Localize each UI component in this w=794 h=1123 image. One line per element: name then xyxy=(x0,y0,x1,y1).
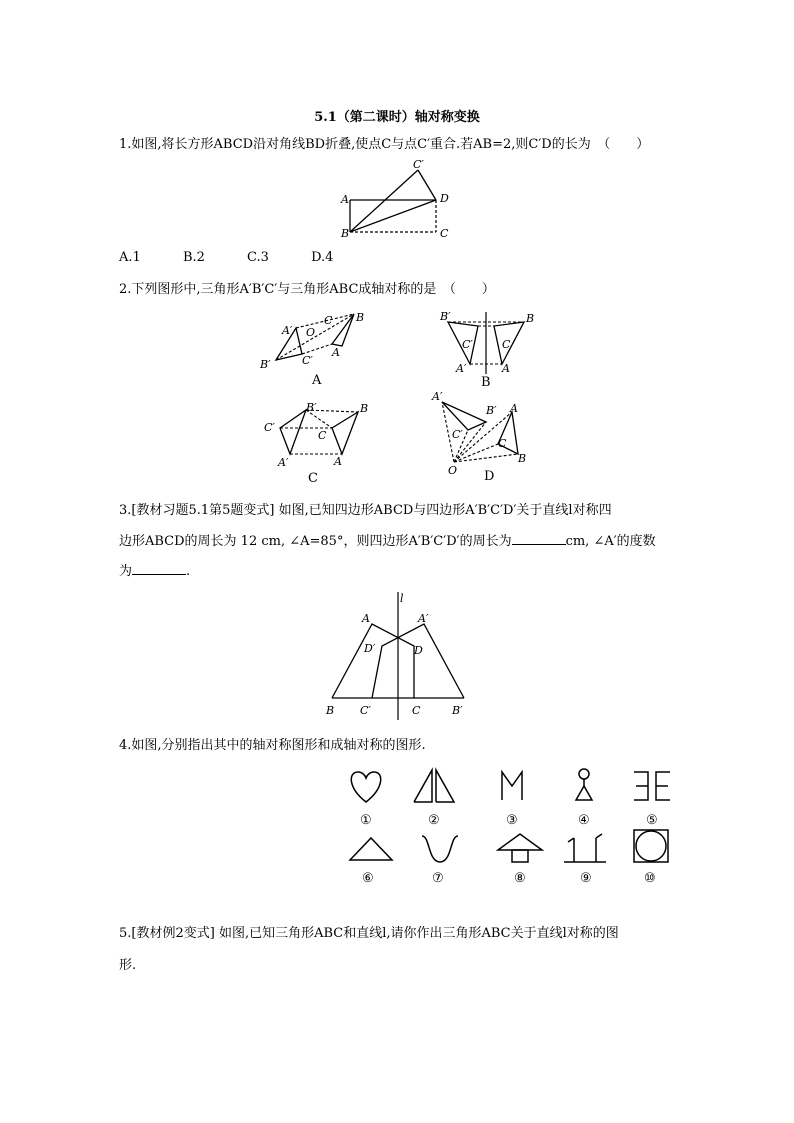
q4-number-3: ③ xyxy=(506,813,518,828)
mirrored-e-icon xyxy=(634,772,670,800)
q2d-label-b-prime: B′ xyxy=(486,404,497,417)
q2c-label-a: A xyxy=(334,455,342,468)
q1-figure xyxy=(336,158,456,242)
q1-choice-d[interactable]: D.4 xyxy=(311,250,334,265)
q2b-label-b-prime: B′ xyxy=(440,310,451,323)
q4-number-2: ② xyxy=(428,813,440,828)
q1-label-c-prime: C′ xyxy=(413,158,424,171)
q4-number-7: ⑦ xyxy=(432,871,444,886)
q2a-label-b: B xyxy=(356,311,365,324)
q2c-label-a-prime: A′ xyxy=(278,456,289,469)
q3-blank-angle[interactable] xyxy=(132,563,186,575)
q1-label-a: A xyxy=(341,193,349,206)
q3-label-b-prime: B′ xyxy=(452,704,463,717)
q2b-label-a-prime: A′ xyxy=(456,362,467,375)
q3-label-a-prime: A′ xyxy=(418,612,429,625)
person-shape-icon xyxy=(576,769,592,800)
q5-line2: 形. xyxy=(119,958,137,973)
q2b-label-a: A xyxy=(502,362,510,375)
q2c-caption: C xyxy=(308,471,318,486)
q2a-caption: A xyxy=(312,373,322,388)
q3-label-d: D xyxy=(414,644,423,657)
page-title: 5.1（第二课时）轴对称变换 xyxy=(314,110,480,125)
q2a-label-c-prime: C′ xyxy=(302,354,313,367)
q1-label-c: C xyxy=(440,227,449,240)
q2a-label-c: C xyxy=(324,314,333,327)
q3-line2 xyxy=(119,533,656,550)
q2d-label-a: A xyxy=(510,402,518,415)
q3-line2-text-a: 边形ABCD的周长为 12 cm, ∠A=85°，则四边形A′B′C′D′的周长为 xyxy=(119,534,512,549)
heart-icon xyxy=(351,772,380,802)
q3-line3-text-b: . xyxy=(186,564,191,579)
q4-number-1: ① xyxy=(360,813,372,828)
triangle-icon xyxy=(350,838,392,860)
q5-line1: 5.[教材例2变式] 如图,已知三角形ABC和直线l,请你作出三角形ABC关于直线l对称的图 xyxy=(119,926,619,941)
q2a-label-a-prime: A′ xyxy=(282,324,293,337)
q2d-label-o: O xyxy=(448,464,458,477)
q1-choice-a[interactable]: A.1 xyxy=(119,250,141,265)
q2d-label-c: C xyxy=(498,437,507,450)
q2a-label-b-prime: B′ xyxy=(260,358,271,371)
q2c-label-c: C xyxy=(318,429,327,442)
q2b-label-c: C xyxy=(502,338,511,351)
q4-figure xyxy=(338,764,688,890)
q3-label-a: A xyxy=(362,612,370,625)
q2c-label-c-prime: C′ xyxy=(264,421,275,434)
q2b-label-b: B xyxy=(526,312,535,325)
m-shape-icon xyxy=(502,772,522,800)
arrow-up-icon xyxy=(498,834,542,862)
q1-label-d: D xyxy=(440,192,449,205)
q2-text: 2.下列图形中,三角形A′B′C′与三角形ABC成轴对称的是 （ ） xyxy=(119,282,495,297)
q2-figure-a xyxy=(256,306,376,388)
q3-label-b: B xyxy=(326,704,335,717)
q1-text: 1.如图,将长方形ABCD沿对角线BD折叠,使点C与点C′重合.若AB=2,则C′D的长为 （ ） xyxy=(119,137,650,152)
q3-line1: 3.[教材习题5.1第5题变式] 如图,已知四边形ABCD与四边形A′B′C′D′关于直线l对称四 xyxy=(119,503,612,518)
q2c-label-b: B xyxy=(360,402,369,415)
q4-number-8: ⑧ xyxy=(514,871,526,886)
circle-in-square-icon xyxy=(634,830,668,862)
triangle-pair-icon xyxy=(414,770,454,802)
wave-icon xyxy=(422,836,458,862)
q2d-label-c-prime: C′ xyxy=(452,428,463,441)
q3-blank-perimeter[interactable] xyxy=(512,533,566,545)
q2c-label-b-prime: B′ xyxy=(306,401,317,414)
q3-line3 xyxy=(119,563,190,580)
q2-figure-b xyxy=(436,308,540,390)
q4-number-4: ④ xyxy=(578,813,590,828)
tilted-tees-icon xyxy=(564,834,606,862)
q4-number-6: ⑥ xyxy=(362,871,374,886)
q3-line2-text-b: cm, ∠A′的度数 xyxy=(565,534,656,549)
q2-figure-c xyxy=(262,398,378,486)
q3-label-d-prime: D′ xyxy=(364,642,376,655)
q4-number-10: ⑩ xyxy=(644,871,656,886)
q1-choice-b[interactable]: B.2 xyxy=(182,250,205,265)
q1-choices xyxy=(119,250,371,266)
q3-figure xyxy=(318,588,478,722)
q3-label-c-prime: C′ xyxy=(360,704,371,717)
q2d-label-b: B xyxy=(518,452,527,465)
q2-figure-d xyxy=(428,388,532,484)
q2d-caption: D xyxy=(484,469,495,484)
q3-label-c: C xyxy=(412,704,421,717)
q4-number-5: ⑤ xyxy=(646,813,658,828)
q1-choice-c[interactable]: C.3 xyxy=(247,250,269,265)
q2d-label-a-prime: A′ xyxy=(432,390,443,403)
q2b-label-c-prime: C′ xyxy=(462,338,473,351)
q1-label-b: B xyxy=(341,227,350,240)
q4-number-9: ⑨ xyxy=(580,871,592,886)
q2b-caption: B xyxy=(481,375,491,390)
q4-text: 4.如图,分别指出其中的轴对称图形和成轴对称的图形. xyxy=(119,738,426,753)
q3-line3-text-a: 为 xyxy=(119,564,133,579)
q3-label-l: l xyxy=(400,592,404,605)
q2a-label-a: A xyxy=(332,346,340,359)
q2a-label-o: O xyxy=(306,326,316,339)
